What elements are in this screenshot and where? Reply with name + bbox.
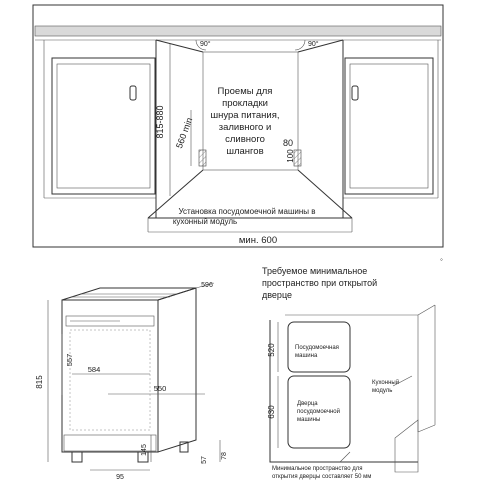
installation-caption-line-2: кухонный модуль (172, 217, 238, 226)
right-angle-label: 90° (308, 41, 319, 48)
front-left-foot (72, 452, 82, 462)
side-78-label: 78 (221, 452, 228, 460)
clearance-note-leader (340, 452, 350, 462)
door-clearance-diagram (262, 255, 443, 480)
inner-depth-584-label: 584 (87, 365, 101, 374)
top-panel (33, 5, 443, 247)
corner-mark: ◦ (440, 255, 443, 264)
cabinet-label-line-2: модуль (372, 388, 393, 394)
dishwasher-drawing (35, 282, 228, 481)
cabinet-door-open (395, 420, 418, 472)
height-815-label: 815 (35, 375, 44, 389)
plinth-145-label: 145 (141, 444, 148, 456)
right-opening (294, 150, 301, 166)
kitchen-wall-outline (270, 320, 418, 462)
top-width-596-label: 596 (201, 282, 213, 289)
dim-520-label: 520 (267, 343, 276, 357)
cabinet-top-edge (418, 305, 435, 315)
dishwasher-label-line-2: машина (295, 353, 318, 359)
bottom-95-label: 95 (116, 474, 124, 481)
foot-57-label: 57 (201, 456, 208, 464)
depth-dim-label: 560 min (174, 116, 195, 150)
right-cabinet-handle (352, 86, 358, 100)
installation-caption (173, 207, 316, 226)
right-cabinet (343, 40, 438, 198)
door-label-line-2: посудомоечной (297, 409, 340, 415)
installation-caption-line-1: Установка посудомоечной машины в (178, 207, 316, 216)
clearance-note-line-2: открытия дверцы составляет 50 мм (272, 474, 372, 480)
left-cabinet (44, 40, 156, 198)
clearance-title-line-2: пространство при открытой (262, 278, 378, 288)
right-cabinet-door (345, 58, 433, 194)
left-angle-label: 90° (200, 41, 211, 48)
openings-caption-line-2: прокладки (222, 98, 268, 109)
right-cabinet-door-panel (350, 64, 428, 188)
opening-width-label: 100 (286, 149, 295, 163)
right-angle-arc (295, 40, 305, 50)
openings-caption-line-6: шлангов (226, 146, 264, 157)
cabinet-label-line-1: Кухонный (372, 380, 400, 386)
clearance-title-line-3: дверце (262, 290, 293, 300)
clearance-title-line-1: Требуемое минимальное (262, 266, 368, 276)
openings-caption (210, 86, 279, 157)
door-label-line-3: машины (297, 417, 321, 423)
dishwasher-side (158, 288, 196, 452)
height-dim-label: 815-880 (155, 105, 165, 139)
depth-550-label: 550 (153, 384, 167, 393)
openings-caption-line-1: Проемы для (217, 86, 273, 97)
countertop (35, 26, 441, 36)
left-opening (199, 150, 206, 166)
min-width-label: мин. 600 (238, 235, 278, 246)
openings-caption-line-5: сливного (225, 134, 265, 145)
left-cabinet-door-panel (57, 64, 150, 188)
inner-tub (70, 330, 150, 430)
opening-height-label: 80 (283, 138, 294, 148)
left-cabinet-handle (130, 86, 136, 100)
front-557-label: 557 (65, 353, 74, 367)
openings-caption-line-4: заливного и (218, 122, 272, 133)
left-cabinet-door (52, 58, 155, 194)
cabinet-bottom-edge (418, 425, 435, 432)
dishwasher-label-line-1: Посудомоечная (295, 345, 339, 351)
dim-630-label: 630 (267, 405, 276, 419)
dishwasher-front (62, 300, 158, 452)
openings-caption-line-3: шнура питания, (210, 110, 280, 121)
door-label-line-1: Дверца (297, 401, 318, 407)
clearance-note-line-1: Минимальное пространство для (272, 466, 363, 472)
